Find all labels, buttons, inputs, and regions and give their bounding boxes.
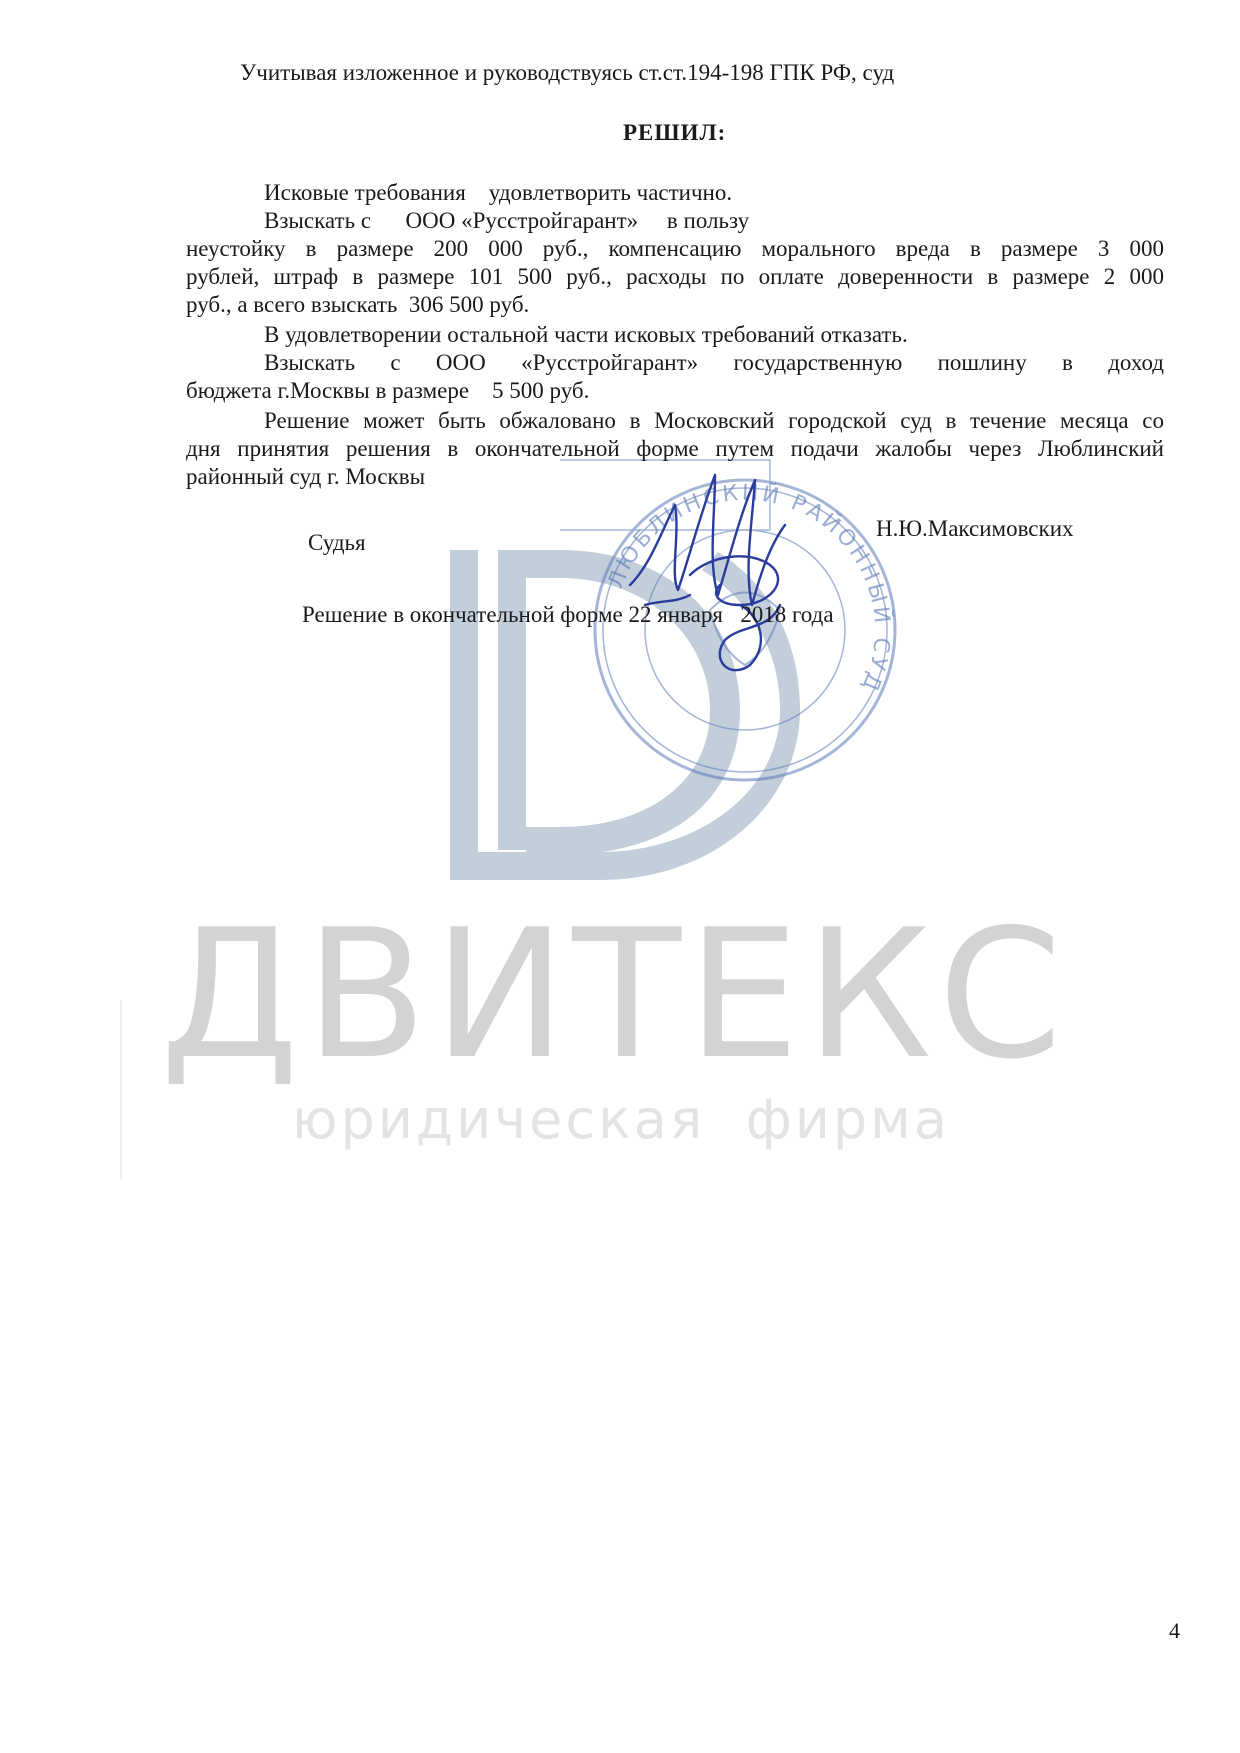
scan-edge-shadow	[120, 1000, 122, 1180]
judge-signature	[620, 455, 820, 685]
watermark-name: ДВИТЕКС	[160, 891, 1069, 1098]
paragraph-appeal-line2: дня принятия решения в окончательной форме путем подачи жалобы через Люблинский	[186, 436, 1164, 461]
paragraph-recover-line1: Взыскать с ООО «Русстройгарант» в пользу	[264, 208, 750, 233]
paragraph-appeal-line1: Решение может быть обжаловано в Московский городской суд в течение месяца со	[264, 408, 1164, 433]
watermark-subtitle: юридическая фирма	[292, 1088, 950, 1151]
ruling-heading: РЕШИЛ:	[623, 120, 727, 145]
paragraph-refuse: В удовлетворении остальной части исковых требований отказать.	[264, 322, 908, 347]
judge-name: Н.Ю.Максимовских	[876, 516, 1074, 541]
final-form-date: Решение в окончательной форме 22 января 2018 года	[302, 602, 834, 627]
intro-text: Учитывая изложенное и руководствуясь ст.ст.194-198 ГПК РФ, суд	[240, 60, 895, 85]
paragraph-recover-line4: руб., а всего взыскать 306 500 руб.	[186, 292, 530, 317]
stamp-text: ЛЮБЛИНСКИЙ РАЙОННЫЙ СУД	[603, 480, 895, 697]
page-number: 4	[1169, 1618, 1180, 1643]
paragraph-recover-line2: неустойку в размере 200 000 руб., компенсацию морального вреда в размере 3 000	[186, 236, 1164, 261]
paragraph-appeal-line3: районный суд г. Москвы	[186, 464, 426, 489]
paragraph-recover-line3: рублей, штраф в размере 101 500 руб., расходы по оплате доверенности в размере 2 000	[186, 264, 1164, 289]
judge-label: Судья	[308, 530, 366, 555]
paragraph-duty-line1: Взыскать с ООО «Русстройгарант» государственную пошлину в доход	[264, 350, 1164, 375]
paragraph-duty-line2: бюджета г.Москвы в размере 5 500 руб.	[186, 378, 590, 403]
paragraph-claims: Исковые требования удовлетворить частично.	[264, 180, 733, 205]
